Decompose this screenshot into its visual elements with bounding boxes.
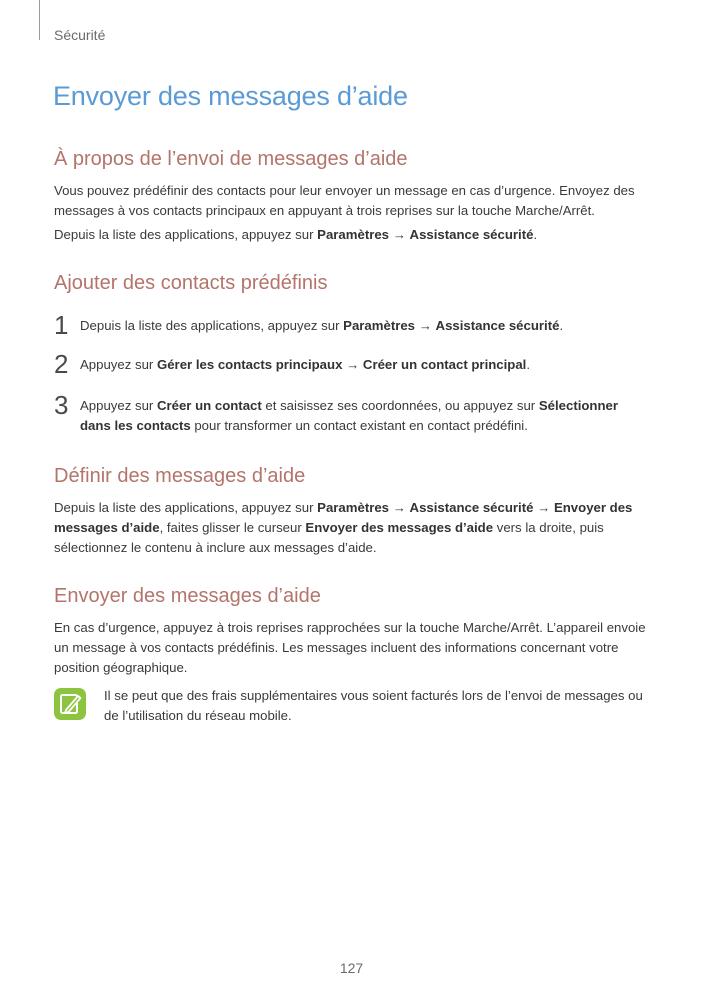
send-paragraph: En cas d’urgence, appuyez à trois reprises rapprochées sur la touche Marche/Arrêt. L’appareil envoie un message à vos contacts prédéfinis. Les messages incluent des informations concernant votre position géographique. [54, 620, 646, 675]
heading-send: Envoyer des messages d’aide [54, 585, 321, 607]
step-text: Appuyez sur Créer un contact et saisissez ses coordonnées, ou appuyez sur Sélectionner dans les contacts pour transformer un contact existant en contact prédéfini. [80, 398, 619, 433]
note-text: Il se peut que des frais supplémentaires vous soient facturés lors de l’envoi de messages ou de l’utilisation du réseau mobile. [104, 688, 643, 723]
about-paragraph-2: Depuis la liste des applications, appuyez sur Paramètres → Assistance sécurité. [54, 227, 538, 242]
step-text: Depuis la liste des applications, appuyez sur Paramètres → Assistance sécurité. [80, 318, 564, 333]
define-paragraph: Depuis la liste des applications, appuyez sur Paramètres → Assistance sécurité → Envoyer des messages d’aide, faites glisser le curseur Envoyer des messages d’aide vers la droite, puis sélectionnez le contenu à inclure aux messages d’aide. [54, 500, 633, 555]
header-rule [39, 0, 40, 40]
section-header: Sécurité [54, 27, 106, 43]
step-number: 2 [54, 349, 69, 379]
heading-define: Définir des messages d’aide [54, 465, 306, 487]
heading-about: À propos de l’envoi de messages d’aide [54, 148, 408, 170]
step-number: 3 [54, 390, 69, 420]
page-number: 127 [339, 960, 364, 976]
heading-contacts: Ajouter des contacts prédéfinis [54, 272, 328, 294]
note-pencil-icon [54, 688, 86, 720]
step-number: 1 [54, 310, 69, 340]
step-text: Appuyez sur Gérer les contacts principaux → Créer un contact principal. [80, 357, 531, 372]
about-paragraph-1: Vous pouvez prédéfinir des contacts pour leur envoyer un message en cas d’urgence. Envoyez des messages à vos contacts principaux en appuyant à trois reprises sur la touche Marche/Arrêt. [54, 183, 635, 218]
page-title: Envoyer des messages d’aide [53, 81, 408, 111]
